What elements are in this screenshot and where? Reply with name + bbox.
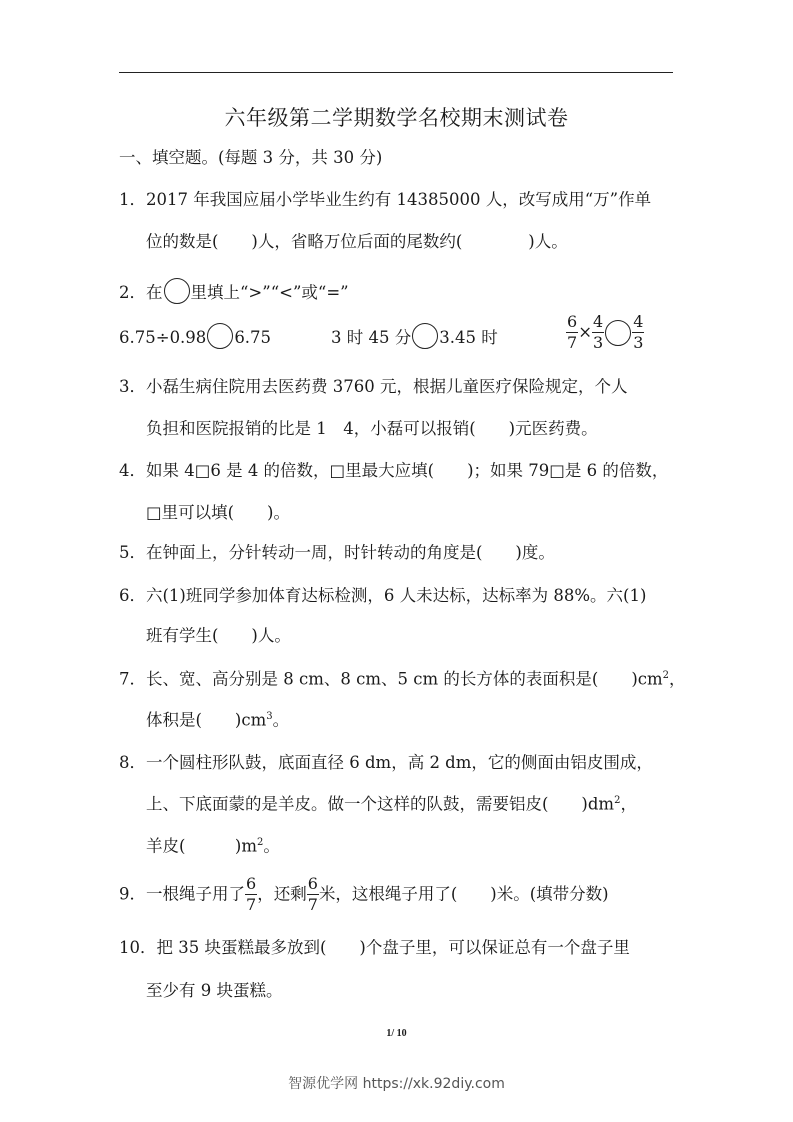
question-2-prompt	[119, 278, 349, 304]
page-title: 六年级第二学期数学名校期末测试卷	[224, 106, 569, 130]
question-7-line-1: 7．长、宽、高分别是 8 cm、8 cm、5 cm 的长方体的表面积是( )$cm^2$，	[119, 669, 686, 689]
question-7-line-2: 体积是( )$cm^3$。	[146, 710, 290, 730]
question-1-line-1: 1．2017 年我国应届小学毕业生约有 14385000 人，改写成用“万”作单	[119, 190, 652, 209]
page-number: 1/ 10	[386, 1028, 407, 1039]
fraction: $\frac{6}{7}$	[246, 874, 257, 914]
q2b-right: 3.45 时	[439, 328, 498, 347]
question-10-line-2: 至少有 9 块蛋糕。	[146, 981, 283, 1000]
section-heading: 一、填空题。(每题 3 分，共 30 分)	[119, 148, 383, 167]
q2-pre: 2．在	[119, 283, 163, 302]
question-8-line-1: 8．一个圆柱形队鼓，底面直径 6 dm，高 2 dm，它的侧面由铝皮围成，	[119, 753, 653, 772]
fraction: $\frac{4}{3}$	[633, 312, 644, 352]
question-8-line-2: 上、下底面蒙的是羊皮。做一个这样的队鼓，需要铝皮( )$dm^2$，	[146, 794, 637, 814]
question-2-item-b	[331, 323, 498, 349]
question-8-line-3: 羊皮( )$m^2$。	[146, 836, 280, 856]
q2a-left: 6.75÷0.98	[119, 328, 207, 347]
compare-circle-icon	[412, 323, 438, 349]
question-10-line-1: 10．把 35 块蛋糕最多放到( )个盘子里，可以保证总有一个盘子里	[119, 938, 630, 957]
question-6-line-1: 6．六(1)班同学参加体育达标检测，6 人未达标，达标率为 88%。六(1)	[119, 586, 647, 605]
q2a-right: 6.75	[234, 328, 272, 347]
question-9: 9．一根绳子用了 $\frac{6}{7}$ ，还剩 $\frac{6}{7}$ 米，这根绳子用了( )米。(填带分数)	[119, 874, 609, 914]
q2-post: 里填上“>”“<”或“=”	[190, 283, 349, 302]
watermark-footer: 智源优学网 https://xk.92diy.com	[288, 1076, 505, 1092]
q2b-left: 3 时 45 分	[331, 328, 412, 347]
question-3-line-1: 3．小磊生病住院用去医药费 3760 元，根据儿童医疗保险规定，个人	[119, 377, 628, 396]
header-rule	[119, 72, 673, 73]
fraction: $\frac{6}{7}$	[567, 312, 578, 352]
question-5-line-1: 5．在钟面上，分针转动一周，时针转动的角度是( )度。	[119, 543, 555, 562]
fraction: $\frac{4}{3}$	[593, 312, 604, 352]
question-3-line-2: 负担和医院报销的比是 1 4，小磊可以报销( )元医药费。	[146, 419, 598, 438]
compare-circle-icon	[164, 278, 190, 304]
times-sign: ×	[578, 322, 593, 342]
compare-circle-icon	[207, 323, 233, 349]
question-4-line-1: 4．如果 4□6 是 4 的倍数，□里最大应填( )；如果 79□是 6 的倍数，	[119, 461, 669, 480]
question-2-item-a	[119, 323, 271, 349]
question-1-line-2: 位的数是( )人，省略万位后面的尾数约( )人。	[146, 232, 568, 251]
question-4-line-2: □里可以填( )。	[146, 503, 290, 522]
compare-circle-icon	[605, 320, 631, 346]
question-2-item-c	[566, 314, 644, 351]
fraction: $\frac{6}{7}$	[307, 874, 318, 914]
question-6-line-2: 班有学生( )人。	[146, 626, 291, 645]
